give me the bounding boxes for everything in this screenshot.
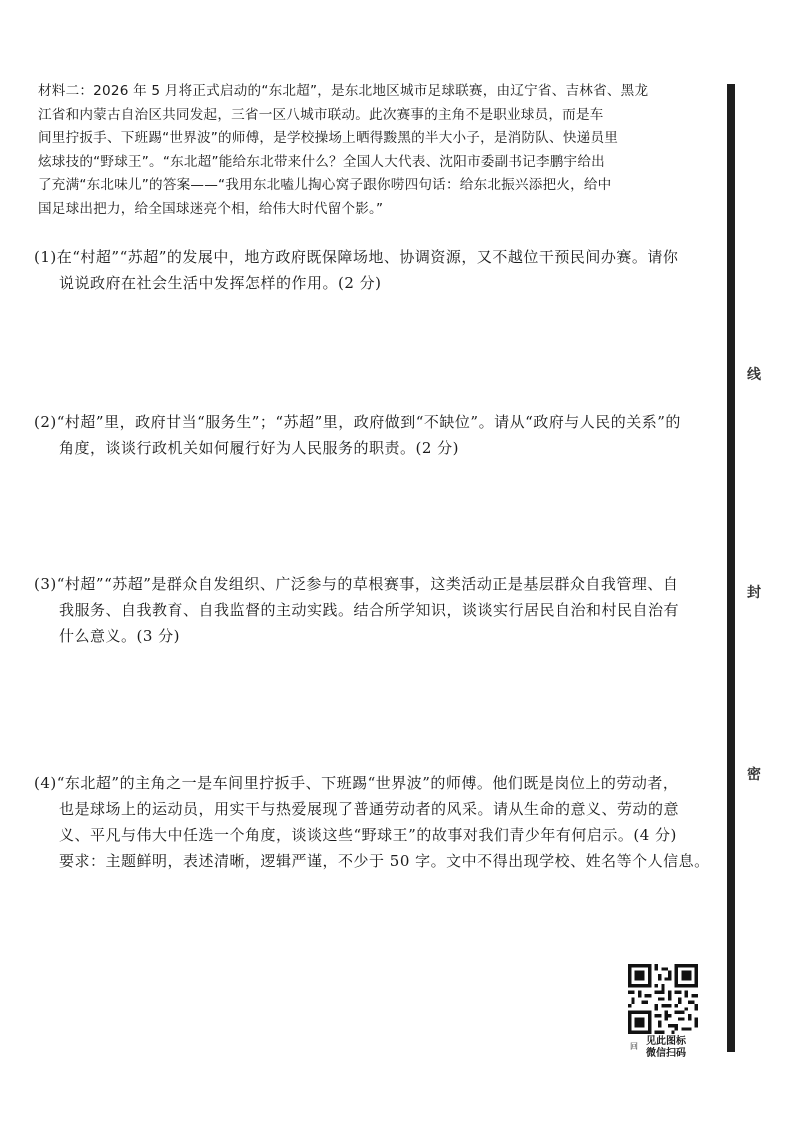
material-line: 间里拧扳手、下班踢“世界波”的师傅，是学校操场上晒得黢黑的半大小子，是消防队、快递员里 xyxy=(38,130,619,147)
question-requirement: 要求：主题鲜明，表述清晰，逻辑严谨，不少于 50 字。文中不得出现学校、姓名等个人信息。 xyxy=(59,852,710,870)
question-1 xyxy=(34,244,704,296)
material-line: 炫球技的“野球王”。“东北超”能给东北带来什么？全国人大代表、沈阳市委副书记李鹏宇给出 xyxy=(38,153,605,170)
question-line: 角度，谈谈行政机关如何履行好为人民服务的职责。(2 分) xyxy=(59,439,460,457)
question-line: (2)“村超”里，政府甘当“服务生”；“苏超”里，政府做到“不缺位”。请从“政府与人民的关系”的 xyxy=(34,413,681,431)
question-3 xyxy=(34,571,704,649)
margin-label-feng: 封 xyxy=(747,585,761,601)
question-2 xyxy=(34,409,704,461)
material-passage xyxy=(38,80,710,222)
qr-caption xyxy=(630,1036,686,1060)
material-line: 国足球出把力，给全国球迷亮个相，给伟大时代留个影。” xyxy=(38,200,384,217)
question-line: (1)在“村超”“苏超”的发展中，地方政府既保障场地、协调资源，又不越位干预民间办赛。请你 xyxy=(34,248,679,266)
question-line: 什么意义。(3 分) xyxy=(59,627,181,645)
question-line: 我服务、自我教育、自我监督的主动实践。结合所学知识，谈谈实行居民自治和村民自治有 xyxy=(59,601,680,619)
margin-label-xian: 线 xyxy=(747,367,761,383)
question-line: 义、平凡与伟大中任选一个角度，谈谈这些“野球王”的故事对我们青少年有何启示。(4 分) xyxy=(59,826,677,844)
qr-badge-icon: 回 xyxy=(630,1042,638,1051)
question-line: (4)“东北超”的主角之一是车间里拧扳手、下班踢“世界波”的师傅。他们既是岗位上的劳动者， xyxy=(34,774,679,792)
qr-caption-line2: 微信扫码 xyxy=(646,1048,686,1059)
material-line: 材料二：2026 年 5 月将正式启动的“东北超”，是东北地区城市足球联赛，由辽宁省、吉林省、黑龙 xyxy=(38,83,649,99)
material-line: 了充满“东北味儿”的答案——“我用东北嗑儿掏心窝子跟你唠四句话：给东北振兴添把火，给中 xyxy=(38,177,612,194)
margin-label-mi: 密 xyxy=(747,767,761,783)
material-line: 江省和内蒙古自治区共同发起，三省一区八城市联动。此次赛事的主角不是职业球员，而是车 xyxy=(38,106,604,123)
qr-code-icon[interactable] xyxy=(628,964,698,1034)
qr-caption-line1: 见此图标 xyxy=(646,1036,686,1047)
question-line: (3)“村超”“苏超”是群众自发组织、广泛参与的草根赛事，这类活动正是基层群众自我管理、自 xyxy=(34,575,679,593)
question-line: 也是球场上的运动员，用实干与热爱展现了普通劳动者的风采。请从生命的意义、劳动的意 xyxy=(59,800,680,818)
binding-margin-bar xyxy=(727,84,735,1052)
question-line: 说说政府在社会生活中发挥怎样的作用。(2 分) xyxy=(59,274,382,292)
question-4 xyxy=(34,770,710,874)
